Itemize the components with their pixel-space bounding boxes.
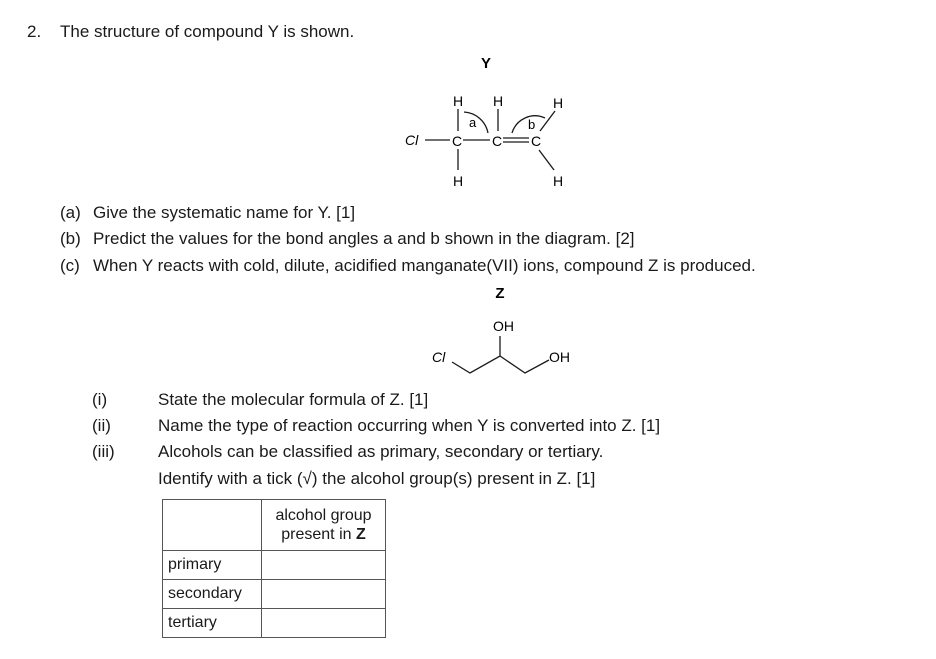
question-number: 2.: [27, 22, 42, 41]
table-header-empty: [163, 500, 262, 551]
table-row: [163, 551, 386, 580]
part-b-text: Predict the values for the bond angles a and b shown in the diagram. [2]: [93, 229, 635, 248]
atom-h-c2-top: H: [493, 93, 504, 109]
atom-c2: C: [492, 133, 503, 149]
row-label-primary: primary: [163, 551, 262, 580]
z-oh-top: OH: [493, 318, 514, 334]
row-label-secondary: secondary: [163, 580, 262, 609]
atom-h-c3-lower: H: [553, 173, 564, 189]
part-a-text: Give the systematic name for Y. [1]: [93, 203, 356, 222]
z-cl: Cl: [432, 349, 446, 365]
table-header-bold: Z: [355, 526, 366, 543]
angle-b-label: b: [528, 117, 536, 132]
subpart-iii-text: Alcohols can be classified as primary, secondary or tertiary.: [158, 442, 604, 461]
table-header-line2: present in: [281, 526, 352, 543]
tick-cell-tertiary[interactable]: [262, 609, 386, 638]
part-b-label: (b): [60, 229, 81, 248]
bond-c3-hupper: [540, 111, 555, 131]
part-a-label: (a): [60, 203, 81, 222]
alcohol-tick-table: [162, 499, 386, 638]
subpart-i-text: State the molecular formula of Z. [1]: [158, 390, 429, 409]
atom-h-c3-upper: H: [553, 95, 564, 111]
atom-c3: C: [531, 133, 542, 149]
part-c-label: (c): [60, 256, 80, 275]
table-header-row: [163, 500, 386, 551]
subpart-iii-instruction: Identify with a tick (√) the alcohol group(s) present in Z. [1]: [158, 469, 596, 488]
atom-cl: Cl: [405, 132, 419, 148]
table-header-line1: alcohol group: [275, 507, 372, 524]
part-c-text: When Y reacts with cold, dilute, acidified manganate(VII) ions, compound Z is produced.: [93, 256, 756, 275]
subpart-iii-label: (iii): [92, 442, 115, 461]
atom-h-c1-bottom: H: [453, 173, 464, 189]
z-oh-right: OH: [549, 349, 570, 365]
subpart-ii-label: (ii): [92, 416, 111, 435]
z-skeleton: [452, 356, 549, 373]
table-row: [163, 580, 386, 609]
tick-cell-primary[interactable]: [262, 551, 386, 580]
table-row: [163, 609, 386, 638]
tick-cell-secondary[interactable]: [262, 580, 386, 609]
structure-y-label: Y: [480, 55, 492, 72]
table-header: [262, 500, 386, 551]
atom-h-c1-top: H: [453, 93, 464, 109]
row-label-tertiary: tertiary: [163, 609, 262, 638]
structure-z-label: Z: [495, 285, 505, 302]
atom-c1: C: [452, 133, 463, 149]
bond-c3-hlower: [539, 150, 554, 170]
subpart-i-label: (i): [92, 390, 108, 409]
question-stem: The structure of compound Y is shown.: [60, 22, 355, 41]
angle-a-label: a: [469, 115, 477, 130]
subpart-ii-text: Name the type of reaction occurring when Y is converted into Z. [1]: [158, 416, 661, 435]
